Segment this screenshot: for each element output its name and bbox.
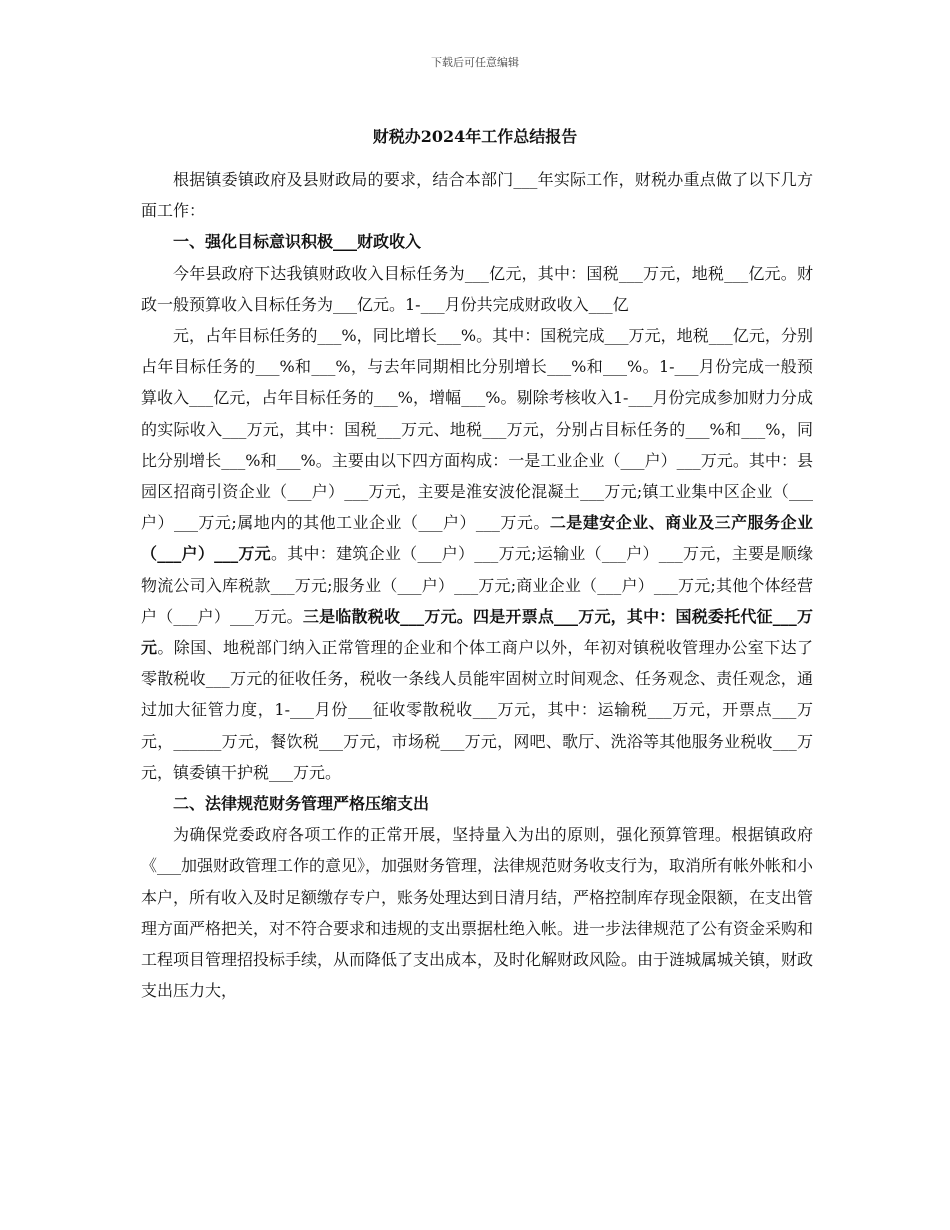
header-note: 下载后可任意编辑 xyxy=(431,56,519,69)
text-segment: 元，占年目标任务的___%，同比增长___%。其中：国税完成___万元，地税___亿元，分别占年目标任务的___%和___%，与去年同期相比分别增长___%和___%。1-___月份完成一般预算收入___亿元，占年目标任务的___%，增幅___%。剔除考核收入1-___月份完成参加财力分成的实际收入___万元，其中：国税___万元、地税___万元，分别占目标任务的___%和___%，同比分别增长___%和___%。主要由以下四方面构成：一是工业企业（___户）___万元。其中：县园区招商引资企业（___户）___万元，主要是淮安波伦混凝土___万元;镇工业集中区企业（___户）___万元;属地内的其他工业企业（___户）___万元。 xyxy=(141,326,813,533)
section-heading-1: 一、强化目标意识积极___财政收入 xyxy=(173,232,422,252)
text-segment: 。其中：建筑企业（___户）___万元;运输业（___户）___万元，主要是顺缘物流公司入库税款___万元;服务业（___户）___万元;商业企业（___户）___万元;其他个体经营户（___户）___万元。 xyxy=(141,544,813,626)
paragraph-expenditure: 为确保党委政府各项工作的正常开展，坚持量入为出的原则，强化预算管理。根据镇政府《___加强财政管理工作的意见》，加强财务管理，法律规范财务收支行为，取消所有帐外帐和小本户，所有收入及时足额缴存专户，账务处理达到日清月结，严格控制库存现金限额，在支出管理方面严格把关，对不符合要求和违规的支出票据杜绝入帐。进一步法律规范了公有资金采购和工程项目管理招投标手续，从而降低了支出成本，及时化解财政风险。由于涟城属城关镇，财政支出压力大， xyxy=(141,825,814,1001)
paragraph-revenue-details xyxy=(141,320,813,788)
section-heading-2: 二、法律规范财务管理严格压缩支出 xyxy=(173,794,430,814)
paragraph-revenue-targets: 今年县政府下达我镇财政收入目标任务为___亿元，其中：国税___万元，地税___亿元。财政一般预算收入目标任务为___亿元。1-___月份共完成财政收入___亿 xyxy=(141,263,813,314)
document-title: 财税办2024年工作总结报告 xyxy=(372,127,578,146)
bold-segment: 二是建安企业、商业及三产服务企业（___户）___万元 xyxy=(141,513,813,564)
document-body xyxy=(141,164,813,1006)
paragraph-intro: 根据镇委镇政府及县财政局的要求，结合本部门___年实际工作，财税办重点做了以下几方面工作： xyxy=(141,170,813,221)
text-segment: 。除国、地税部门纳入正常管理的企业和个体工商户以外，年初对镇税收管理办公室下达了零散税收___万元的征收任务，税收一条线人员能牢固树立时间观念、任务观念、责任观念，通过加大征管力度，1-___月份___征收零散税收___万元，其中：运输税___万元，开票点___万元，______万元，餐饮税___万元，市场税___万元，网吧、歌厅、洗浴等其他服务业税收___万元，镇委镇干护税___万元。 xyxy=(141,638,813,782)
bold-segment: 三是临散税收___万元。四是开票点___万元，其中：国税委托代征___万元 xyxy=(141,606,813,658)
